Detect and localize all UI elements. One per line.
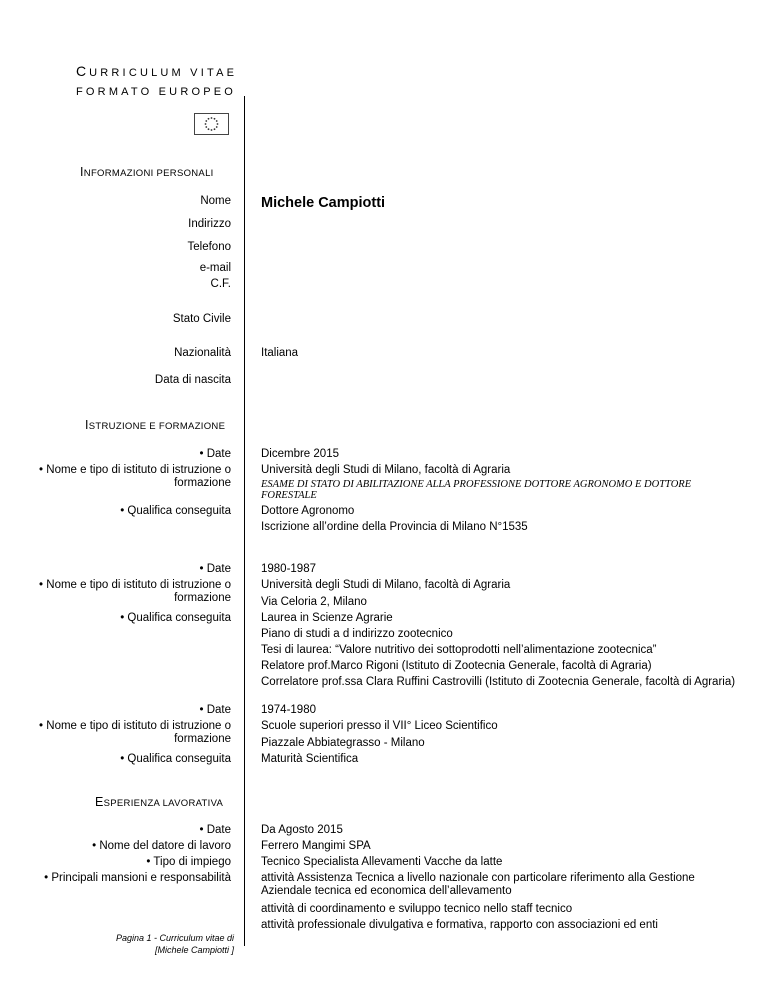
label-institute: • Nome e tipo di istituto di istruzione o formazione: [39, 720, 231, 745]
value-edu3-address: Piazzale Abbiategrasso - Milano: [261, 737, 425, 749]
section-title-personal: INFORMAZIONI PERSONALI: [80, 165, 214, 179]
label-email: e-mail: [199, 262, 231, 274]
value-edu1-date: Dicembre 2015: [261, 448, 339, 460]
cv-title-line1: CURRICULUM VITAE: [76, 63, 238, 79]
value-edu1-institute: Università degli Studi di Milano, facoltà di Agraria: [261, 464, 511, 476]
label-date: • Date: [199, 448, 231, 460]
label-employer: • Nome del datore di lavoro: [92, 840, 231, 852]
value-exp-date: Da Agosto 2015: [261, 824, 343, 836]
value-edu2-extra3: Relatore prof.Marco Rigoni (Istituto di Zootecnia Generale, facoltà di Agraria): [261, 660, 652, 672]
value-edu2-extra4: Correlatore prof.ssa Clara Ruffini Castrovilli (Istituto di Zootecnia Generale, facoltà di Agraria): [261, 676, 736, 688]
label-address: Indirizzo: [188, 218, 231, 230]
footer-line2: [Michele Campiotti ]: [154, 945, 234, 955]
label-phone: Telefono: [187, 241, 231, 253]
label-nationality: Nazionalità: [174, 347, 231, 359]
value-edu2-institute: Università degli Studi di Milano, facoltà di Agraria: [261, 579, 511, 591]
value-nationality: Italiana: [261, 347, 299, 359]
value-exp-duty3: attività professionale divulgativa e formativa, rapporto con associazioni ed enti: [261, 919, 658, 931]
eu-flag-icon: [194, 113, 229, 135]
section-title-experience: ESPERIENZA LAVORATIVA: [95, 795, 224, 809]
value-edu2-date: 1980-1987: [261, 563, 316, 575]
value-exp-employer: Ferrero Mangimi SPA: [261, 840, 371, 852]
value-edu2-qual: Laurea in Scienze Agrarie: [261, 612, 393, 624]
eu-stars-icon: [195, 114, 228, 134]
value-name: Michele Campiotti: [261, 195, 386, 211]
value-edu2-extra2: Tesi di laurea: “Valore nutritivo dei sottoprodotti nell’alimentazione zootecnica”: [261, 644, 657, 656]
value-edu2-address: Via Celoria 2, Milano: [261, 596, 367, 608]
value-exp-duty2: attività di coordinamento e sviluppo tecnico nello staff tecnico: [261, 903, 573, 915]
label-civil-status: Stato Civile: [172, 313, 231, 325]
value-exp-duty1: attività Assistenza Tecnica a livello nazionale con particolare riferimento alla Gestione Aziendale tecnica ed economica dell’allevamento: [261, 872, 695, 897]
value-edu1-qual1: Dottore Agronomo: [261, 505, 355, 517]
value-edu1-qual2: Iscrizione all’ordine della Provincia di Milano N°1535: [261, 521, 528, 533]
value-edu2-extra1: Piano di studi a d indirizzo zootecnico: [261, 628, 453, 640]
label-duties: • Principali mansioni e responsabilità: [44, 872, 231, 884]
cv-title: [76, 62, 237, 102]
label-employment-type: • Tipo di impiego: [146, 856, 231, 868]
label-institute: • Nome e tipo di istituto di istruzione o formazione: [39, 464, 231, 489]
value-edu3-date: 1974-1980: [261, 704, 316, 716]
label-date: • Date: [199, 704, 231, 716]
label-birth-date: Data di nascita: [154, 374, 231, 386]
label-date: • Date: [199, 563, 231, 575]
label-date: • Date: [199, 824, 231, 836]
value-exp-type: Tecnico Specialista Allevamenti Vacche da latte: [261, 856, 503, 868]
label-name: Nome: [200, 195, 231, 207]
label-cf: C.F.: [210, 278, 231, 290]
value-edu1-detail: ESAME DI STATO DI ABILITAZIONE ALLA PROFESSIONE DOTTORE AGRONOMO E DOTTORE FORESTALE: [261, 479, 692, 501]
value-edu3-qual: Maturità Scientifica: [261, 753, 359, 765]
cv-title-line2: FORMATO EUROPEO: [76, 86, 237, 98]
page-footer: [116, 932, 234, 956]
label-qualification: • Qualifica conseguita: [120, 753, 231, 765]
vertical-divider: [244, 96, 245, 946]
footer-line1: Pagina 1 - Curriculum vitae di: [115, 933, 234, 943]
section-title-education: ISTRUZIONE E FORMAZIONE: [85, 418, 226, 432]
label-qualification: • Qualifica conseguita: [120, 505, 231, 517]
label-qualification: • Qualifica conseguita: [120, 612, 231, 624]
value-edu3-institute: Scuole superiori presso il VII° Liceo Scientifico: [261, 720, 498, 732]
label-institute: • Nome e tipo di istituto di istruzione o formazione: [39, 579, 231, 604]
